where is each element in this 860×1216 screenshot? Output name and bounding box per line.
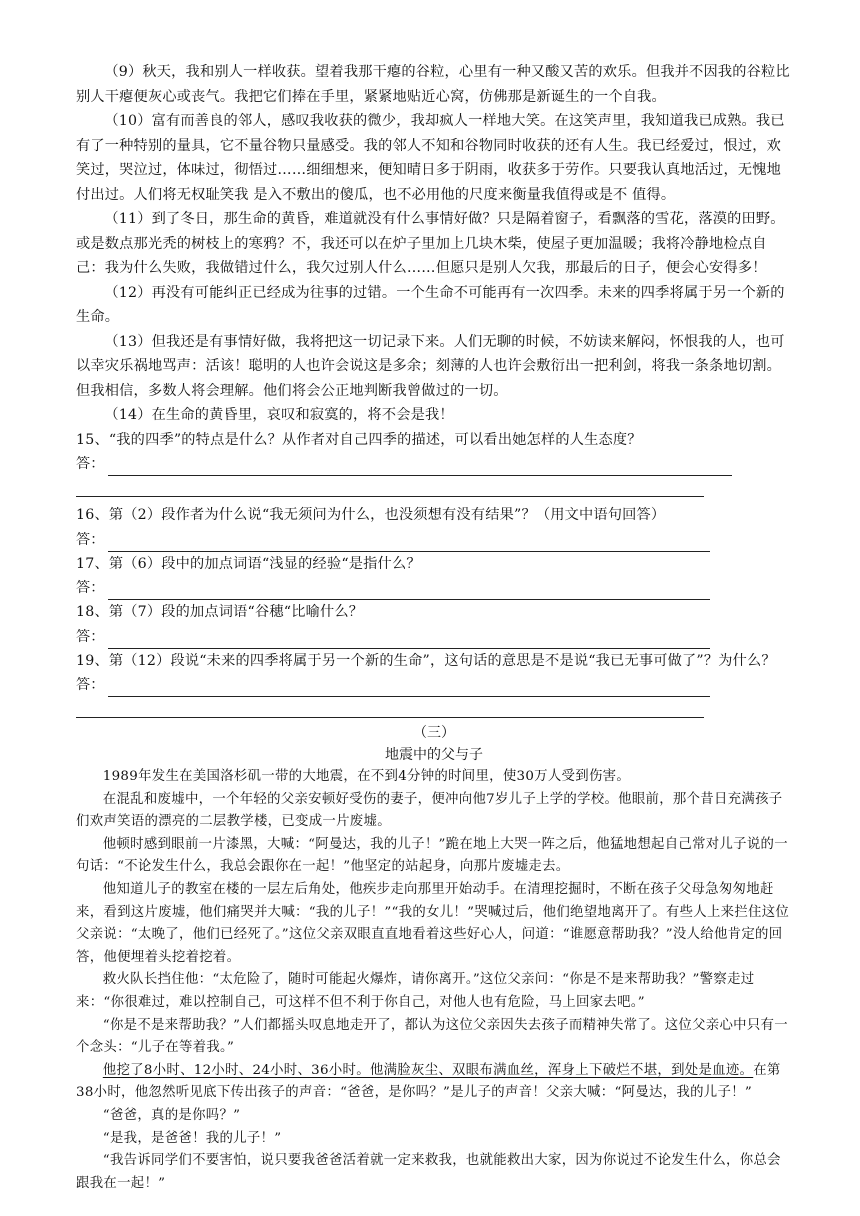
answer-label: 答： [76, 628, 105, 645]
passage-title: 地震中的父与子 [385, 747, 483, 763]
story-paragraph-7-rest: 在第38小时，他忽然听见底下传出孩子的声音：“爸爸，是你吗？”是儿子的声音！父亲大喊：“阿曼达，我的儿子！” [76, 1062, 781, 1101]
section-heading: （三） [413, 725, 455, 741]
question-19: 19、第（12）段说“未来的四季将属于另一个新的生命”，这句话的意思是不是说“我已无事可做了”？为什么？ [76, 652, 776, 669]
story-paragraph-9: “是我，是爸爸！我的儿子！” [102, 1130, 282, 1146]
story-paragraph-6: “你是不是来帮助我？”人们都摇头叹息地走开了，都认为这位父亲因失去孩子而精神失常了。这位父亲心中只有一个念头：“儿子在等着我。” [76, 1017, 788, 1056]
paragraph-14: （14）在生命的黄昏里，哀叹和寂寞的，将不会是我！ [104, 407, 454, 423]
question-16: 16、第（2）段作者为什么说“我无须问为什么，也没须想有没有结果”？（用文中语句回答） [76, 507, 666, 523]
story-paragraph-1: 1989年发生在美国洛杉矶一带的大地震，在不到4分钟的时间里，使30万人受到伤害。 [102, 769, 631, 784]
underlined-sentence: 他挖了8小时、12小时、24小时、36小时。他满脸灰尘、双眼布满血丝，浑身上下破烂不堪，到处是血迹。 [102, 1062, 754, 1078]
answer-17 [76, 576, 792, 600]
story-paragraph-5: 救火队长挡住他：“太危险了，随时可能起火爆炸，请你离开。”这位父亲问：“你是不是来帮助我？”警察走过来：“你很难过，难以控制自己，可这样不但不利于你自己，对他人也有危险，马上回家去吧。” [76, 972, 755, 1010]
answer-label: 答： [76, 531, 105, 548]
answer-label: 答： [76, 677, 105, 693]
paragraph-12: （12）再没有可能纠正已经成为往事的过错。一个生命不可能再有一次四季。未来的四季将属于另一个新的生命。 [76, 284, 785, 325]
story-paragraph-10: “我告诉同学们不要害怕，说只要我爸爸活着就一定来救我，也就能救出大家，因为你说过不论发生什么，你总会跟我在一起！” [76, 1153, 781, 1191]
answer-16-line[interactable] [108, 534, 710, 552]
paragraph-11: （11）到了冬日，那生命的黄昏，难道就没有什么事情好做？只是隔着窗子，看飘落的雪花，落漠的田野。或是数点那光秃的树枝上的寒鸦？不，我还可以在炉子里加上几块木柴，使屋子更加温暖；我将冷静地检点自己：我为什么失败，我做错过什么，我欠过别人什么……但愿只是别人欠我，那最后的日子，便会心安得多！ [76, 211, 785, 276]
question-15: 15、“我的四季”的特点是什么？从作者对自己四季的描述，可以看出她怎样的人生态度？ [76, 431, 642, 448]
answer-19-line[interactable] [108, 679, 710, 697]
story-paragraph-7 [76, 1060, 792, 1105]
story-paragraph-2: 在混乱和废墟中，一个年轻的父亲安顿好受伤的妻子，便冲向他7岁儿子上学的学校。他眼前，那个昔日充满孩子们欢声笑语的漂亮的二层教学楼，已变成一片废墟。 [76, 791, 783, 830]
story-paragraph-8: “爸爸，真的是你吗？” [102, 1107, 241, 1123]
question-18: 18、第（7）段的加点词语“谷穗“比喻什么？ [76, 604, 364, 620]
answer-16 [76, 528, 792, 552]
exam-page [76, 60, 792, 1195]
question-17: 17、第（6）段中的加点词语“浅显的经验“是指什么？ [76, 555, 421, 572]
answer-label: 答： [76, 580, 105, 596]
answer-19-line-2[interactable] [76, 703, 704, 718]
answer-19 [76, 673, 792, 697]
answer-18-line[interactable] [108, 631, 710, 649]
answer-15-line-2[interactable] [76, 482, 704, 497]
answer-15 [76, 452, 792, 476]
answer-17-line[interactable] [108, 582, 710, 600]
paragraph-9: （9）秋天，我和别人一样收获。望着我那干瘪的谷粒，心里有一种又酸又苦的欢乐。但我并不因我的谷粒比别人干瘪便灰心或丧气。我把它们捧在手里，紧紧地贴近心窝，仿佛那是新诞生的一个自我。 [76, 64, 790, 105]
answer-15-line[interactable] [108, 458, 732, 476]
answer-label: 答： [76, 456, 105, 472]
story-paragraph-3: 他顿时感到眼前一片漆黑，大喊：“阿曼达，我的儿子！”跪在地上大哭一阵之后，他猛地想起自己常对儿子说的一句话：“不论发生什么，我总会跟你在一起！”他坚定的站起身，向那片废墟走去。 [76, 836, 788, 875]
paragraph-10: （10）富有而善良的邻人，感叹我收获的微少，我却疯人一样地大笑。在这笑声里，我知道我已成熟。我已有了一种特别的量具，它不量谷物只量感受。我的邻人不知和谷物同时收获的还有人生。我已经爱过，恨过，欢笑过，哭泣过，体味过，彻悟过……细细想来，便知晴日多于阴雨，收获多于劳作。只要我认真地活过，无愧地付出过。人们将无权耻笑我 是入不敷出的傻瓜，也不必用他的尺度来衡量我值得或是不 值得。 [76, 113, 785, 203]
answer-18 [76, 625, 792, 649]
story-paragraph-4: 他知道儿子的教室在楼的一层左后角处，他疾步走向那里开始动手。在清理挖掘时，不断在孩子父母急匆匆地赶来，看到这片废墟，他们痛哭并大喊：“我的儿子！”“我的女儿！”哭喊过后，他们绝望地离开了。有些人上来拦住这位父亲说：“太晚了，他们已经死了。”这位父亲双眼直直地看着这些好心人，问道：“谁愿意帮助我？”没人给他肯定的回答，他便埋着头挖着挖着。 [76, 881, 790, 965]
paragraph-13: （13）但我还是有事情好做，我将把这一切记录下来。人们无聊的时候，不妨读来解闷，怀恨我的人，也可以幸灾乐祸地骂声：活该！聪明的人也许会说这是多余；刻薄的人也许会敷衍出一把利剑，将我一条条地切割。但我相信，多数人将会理解。他们将会公正地判断我曾做过的一切。 [76, 333, 785, 399]
